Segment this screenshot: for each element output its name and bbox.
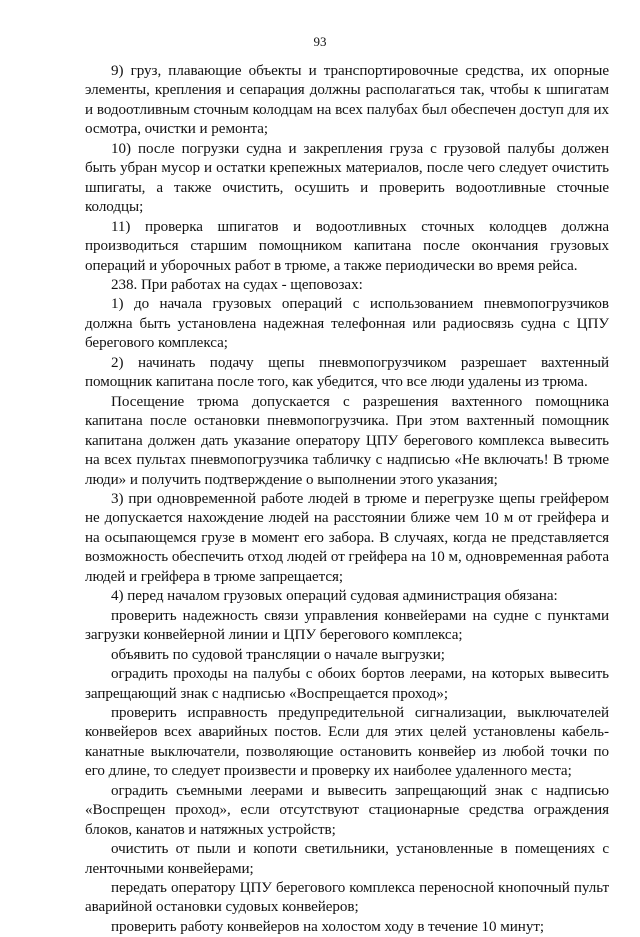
paragraph: проверить исправность предупредительной сигнализации, выключателей конвейеров всех аварийных постов. Если для этих целей установлены кабель-канатные выключатели, позволяющие остановить конвейер из любой точки по его длине, то следует произвести и проверку их наиболее удаленного места;: [85, 704, 609, 780]
paragraph: передать оператору ЦПУ берегового комплекса переносной кнопочный пульт аварийной остановки судовых конвейеров;: [85, 880, 609, 916]
paragraph: 238. При работах на судах - щеповозах:: [111, 276, 363, 293]
paragraph: очистить от пыли и копоти светильники, установленные в помещениях с ленточными конвейерами;: [85, 841, 609, 877]
paragraph: объявить по судовой трансляции о начале выгрузки;: [111, 646, 445, 663]
paragraph: 9) груз, плавающие объекты и транспортировочные средства, их опорные элементы, крепления и сепарация должны располагаться так, чтобы к шпигатам и водоотливным сточным колодцам на всех палубах был обеспечен доступ для их осмотра, очистки и ремонта;: [85, 63, 609, 138]
paragraph: Посещение трюма допускается с разрешения вахтенного помощника капитана после остановки пневмопогрузчика. При этом вахтенный помощник капитана должен дать указание оператору ЦПУ берегового комплекса вывесить на всех пультах пневмопогрузчика табличку с надписью «Не включать! В трюме люди» и получить подтверждение о выполнении этого указания;: [85, 393, 609, 488]
paragraph: 4) перед началом грузовых операций судовая администрация обязана:: [111, 588, 558, 605]
paragraph: 3) при одновременной работе людей в трюме и перегрузке щепы грейфером не допускается нахождение людей на расстоянии ближе чем 10 м от грейфера и на осыпающемся грузе в момент его забора. В случаях, когда не представляется возможность обеспечить отход людей от грейфера на 10 м, одновременная работа людей и грейфера в трюме запрещается;: [85, 490, 609, 585]
paragraph: 11) проверка шпигатов и водоотливных сточных колодцев должна производиться старшим помощником капитана после окончания грузовых операций и уборочных работ в трюме, а также периодически во время рейса.: [85, 218, 609, 274]
paragraph: 1) до начала грузовых операций с использованием пневмопогрузчиков должна быть установлена надежная телефонная или радиосвязь судна с ЦПУ берегового комплекса;: [85, 296, 609, 352]
document-body: [85, 62, 609, 937]
paragraph: проверить надежность связи управления конвейерами на судне с пунктами загрузки конвейерной линии и ЦПУ берегового комплекса;: [85, 607, 609, 644]
paragraph: оградить проходы на палубы с обоих бортов леерами, на которых вывесить запрещающий знак с надписью «Воспрещается проход»;: [85, 666, 609, 702]
page-number: 93: [313, 34, 327, 49]
paragraph: проверить работу конвейеров на холостом ходу в течение 10 минут;: [111, 918, 545, 935]
paragraph: оградить съемными леерами и вывесить запрещающий знак с надписью «Воспрещен проход», если отсутствуют стационарные средства ограждения блоков, канатов и натяжных устройств;: [85, 782, 609, 838]
paragraph: 2) начинать подачу щепы пневмопогрузчиком разрешает вахтенный помощник капитана после того, как убедится, что все люди удалены из трюма.: [85, 354, 609, 391]
paragraph: 10) после погрузки судна и закрепления груза с грузовой палубы должен быть убран мусор и остатки крепежных материалов, после чего следует очистить шпигаты, а также очистить, осушить и проверить водоотливные сточные колодцы;: [85, 140, 609, 216]
